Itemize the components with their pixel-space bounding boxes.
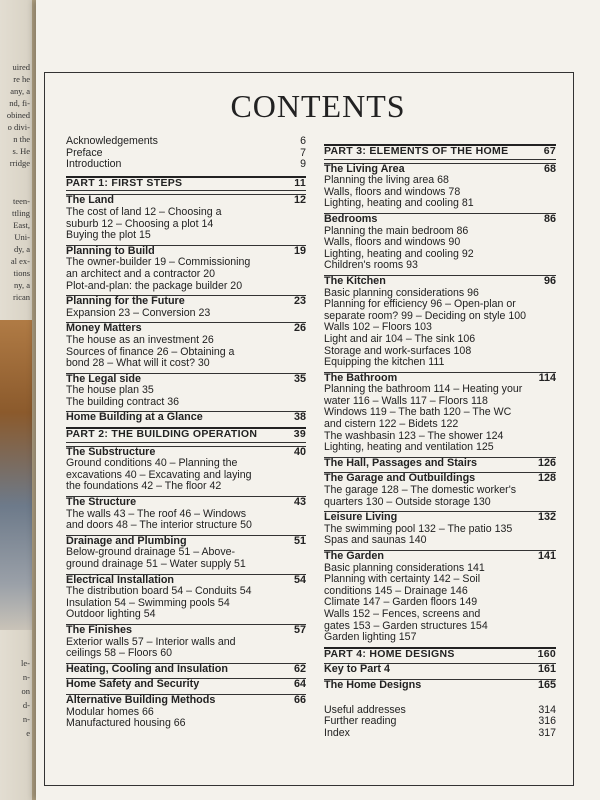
left-page-fragment: o divi-: [7, 122, 30, 132]
section-page: 86: [543, 212, 556, 225]
section-entry: [66, 446, 306, 496]
section-entry: [66, 322, 306, 372]
left-page-photo: [0, 320, 32, 630]
section-title-row: [66, 245, 306, 258]
section-title: Drainage and Plumbing: [66, 534, 187, 547]
section-subtopic: The swimming pool 132 – The patio 135: [324, 522, 513, 535]
section-title: Home Building at a Glance: [66, 411, 203, 424]
left-page-fragment: dy, a: [14, 244, 30, 254]
section-title-row: [324, 663, 556, 676]
section-entry: [66, 194, 306, 244]
section-subtopic: Planning with certainty 142 – Soil: [324, 573, 481, 586]
section-subtopic: Sources of finance 26 – Obtaining a: [66, 345, 235, 358]
section-title-row: [66, 496, 306, 509]
section-title-row: [324, 511, 556, 524]
section-subtopic: Garden lighting 157: [324, 631, 417, 644]
section-title: The Structure: [66, 496, 137, 509]
section-subtopic: Walls, floors and windows 90: [324, 236, 461, 249]
back-matter-item: [324, 716, 556, 728]
section-subtopic: Outdoor lighting 54: [66, 608, 156, 621]
section-title-row: [66, 411, 306, 424]
section-subtopic: The washbasin 123 – The shower 124: [324, 429, 504, 442]
left-page-fragment: ttling: [12, 208, 30, 218]
section-subtopic: The building contract 36: [66, 395, 180, 408]
section-subtopic: separate room? 99 – Deciding on style 100: [324, 309, 526, 322]
section-page: 38: [293, 411, 306, 424]
section-subtopic: Planning the living area 68: [324, 174, 449, 187]
section-page: 51: [293, 534, 306, 547]
left-page-fragment: nd, fi-: [9, 98, 30, 108]
section-entry: [324, 472, 556, 511]
back-matter-item-label: Index: [324, 726, 350, 739]
section-subtopic: Walls 152 – Fences, screens and: [324, 607, 481, 620]
page-title: CONTENTS: [230, 88, 406, 124]
section-page: 23: [293, 295, 306, 308]
section-subtopic: excavations 40 – Excavating and laying: [66, 468, 252, 481]
section-title: Money Matters: [66, 322, 142, 335]
front-matter-item: [66, 159, 306, 171]
back-matter-item-page: 316: [538, 715, 556, 728]
section-subtopic: Insulation 54 – Swimming pools 54: [66, 596, 230, 609]
section-entry: [66, 694, 306, 733]
section-page: 26: [293, 322, 306, 335]
section-title-row: [66, 574, 306, 587]
section-title: The Hall, Passages and Stairs: [324, 456, 478, 469]
section-title: Alternative Building Methods: [66, 693, 216, 706]
section-page: 57: [293, 623, 306, 636]
section-subtopic: The garage 128 – The domestic worker's: [324, 484, 517, 497]
back-matter-item-label: Useful addresses: [324, 703, 406, 716]
left-page-fragment: n the: [13, 134, 30, 144]
section-title: Bedrooms: [324, 212, 378, 225]
section-title: PART 1: FIRST STEPS: [66, 176, 183, 189]
section-title: The Finishes: [66, 623, 132, 636]
section-title-row: [66, 624, 306, 637]
section-subtopic: Planning the bathroom 114 – Heating your: [324, 383, 523, 396]
section-page: 161: [537, 663, 556, 676]
section-subtopic: Walls 102 – Floors 103: [324, 321, 432, 334]
section-entry: [324, 372, 556, 457]
left-page-fragment: East,: [13, 220, 30, 230]
section-title: The Garden: [324, 550, 384, 562]
section-subtopic: Below-ground drainage 51 – Above-: [66, 546, 236, 559]
section-subtopic: bond 28 – What will it cost? 30: [66, 357, 210, 370]
section-title: Planning for the Future: [66, 295, 185, 308]
left-page-fragment: le-: [21, 658, 30, 668]
section-subtopic: Spas and saunas 140: [324, 534, 427, 547]
contents-left-column: [66, 136, 306, 733]
left-page-fragment: d-: [22, 700, 30, 710]
section-subtopic: and doors 48 – The interior structure 50: [66, 519, 252, 532]
section-page: 54: [293, 573, 306, 586]
section-title: PART 3: ELEMENTS OF THE HOME: [324, 145, 509, 157]
section-subtopic: the foundations 42 – The floor 42: [66, 480, 222, 493]
section-subtopic: The walls 43 – The roof 46 – Windows: [66, 507, 246, 520]
section-title-row: [66, 194, 306, 207]
left-page-edge: [0, 0, 32, 800]
left-page-fragment: obined: [6, 110, 30, 120]
section-subtopic: Equipping the kitchen 111: [324, 356, 445, 369]
section-page: 66: [293, 693, 306, 706]
section-title: Heating, Cooling and Insulation: [66, 662, 228, 675]
section-entry: [324, 511, 556, 550]
section-entry: [66, 624, 306, 663]
left-page-fragment: tions: [13, 268, 30, 278]
spacer: [66, 730, 306, 733]
contents-page: [36, 0, 600, 800]
left-page-fragment: ny, a: [14, 280, 30, 290]
section-title: The Bathroom: [324, 371, 398, 384]
section-title: The Garage and Outbuildings: [324, 472, 476, 485]
section-title: PART 2: THE BUILDING OPERATION: [66, 428, 258, 441]
section-subtopic: Basic planning considerations 141: [324, 561, 485, 574]
section-page: 43: [293, 496, 306, 509]
section-subtopic: conditions 145 – Drainage 146: [324, 584, 468, 597]
section-entry: [66, 663, 306, 679]
section-subtopic: The owner-builder 19 – Commissioning: [66, 256, 251, 269]
section-subtopic: The house plan 35: [66, 384, 154, 397]
section-title-row: [324, 647, 556, 661]
section-entry: [66, 678, 306, 694]
section-title-row: [324, 550, 556, 563]
section-entry: [66, 295, 306, 322]
left-page-fragment: e: [26, 728, 30, 738]
section-title: Key to Part 4: [324, 663, 391, 676]
section-subtopic: The cost of land 12 – Choosing a: [66, 205, 222, 218]
section-title-row: [324, 275, 556, 288]
section-subtopic: Modular homes 66: [66, 705, 154, 718]
section-title: Electrical Installation: [66, 573, 175, 586]
section-title: Planning to Build: [66, 244, 155, 257]
section-subtopic: Windows 119 – The bath 120 – The WC: [324, 406, 512, 419]
section-subtopic: Exterior walls 57 – Interior walls and: [66, 635, 236, 648]
section-subtopic: The house as an investment 26: [66, 333, 214, 346]
section-entry: [324, 213, 556, 275]
section-subtopic: Lighting, heating and cooling 92: [324, 247, 474, 260]
section-subtopic: ground drainage 51 – Water supply 51: [66, 558, 246, 570]
contents-right-column: [324, 144, 556, 739]
section-subtopic: Basic planning considerations 96: [324, 286, 479, 299]
section-title-row: [66, 373, 306, 386]
section-subtopic: quarters 130 – Outside storage 130: [324, 495, 491, 508]
left-page-fragment: rridge: [9, 158, 30, 168]
front-matter-item-label: Acknowledgements: [66, 135, 158, 147]
section-page: 11: [294, 176, 306, 189]
section-title-row: [66, 694, 306, 707]
section-entry: [324, 550, 556, 647]
section-subtopic: Ground conditions 40 – Planning the: [66, 457, 238, 470]
section-subtopic: Lighting, heating and cooling 81: [324, 197, 474, 210]
section-title: The Legal side: [66, 372, 141, 385]
section-subtopic: Planning the main bedroom 86: [324, 224, 469, 237]
section-subtopic: Climate 147 – Garden floors 149: [324, 596, 478, 609]
section-page: 141: [537, 550, 556, 562]
left-page-fragment: al ex-: [10, 256, 30, 266]
section-subtopic: Storage and work-surfaces 108: [324, 344, 472, 357]
back-matter-item-label: Further reading: [324, 715, 397, 728]
part-heading: [324, 144, 556, 163]
section-subtopic: ceilings 58 – Floors 60: [66, 647, 172, 660]
section-title-row: [324, 163, 556, 176]
back-matter-item-page: 317: [538, 726, 556, 739]
back-matter-item: [324, 728, 556, 740]
left-page-fragment: uired: [12, 62, 30, 72]
section-entry: [66, 535, 306, 574]
part-heading: [324, 647, 556, 664]
left-page-fragment: Uni-: [14, 232, 30, 242]
section-entry: [66, 373, 306, 412]
section-title-row: [324, 213, 556, 226]
section-entry: [66, 245, 306, 295]
section-entry: [324, 163, 556, 213]
section-subtopic: Plot-and-plan: the package builder 20: [66, 279, 243, 292]
section-subtopic: water 116 – Walls 117 – Floors 118: [324, 394, 488, 407]
section-title-row: [66, 295, 306, 308]
left-page-fragment: n-: [22, 672, 30, 682]
section-title-row: [324, 472, 556, 485]
section-subtopic: suburb 12 – Choosing a plot 14: [66, 217, 214, 230]
section-subtopic: an architect and a contractor 20: [66, 267, 215, 280]
left-page-fragment: s. He: [12, 146, 30, 156]
part-heading: [66, 427, 306, 446]
left-page-fragment: teen-: [13, 196, 30, 206]
left-page-fragment: on: [21, 686, 30, 696]
section-title-row: [324, 372, 556, 385]
section-page: 62: [293, 662, 306, 675]
section-title: Leisure Living: [324, 511, 398, 524]
front-matter-item-page: 7: [300, 146, 306, 159]
section-entry: [66, 411, 306, 427]
section-subtopic: Buying the plot 15: [66, 229, 151, 242]
section-page: 128: [537, 472, 556, 485]
section-subtopic: and cistern 122 – Bidets 122: [324, 418, 459, 431]
front-matter-item-page: 6: [300, 135, 306, 147]
section-subtopic: Walls, floors and windows 78: [324, 185, 461, 198]
section-title-row: [66, 446, 306, 459]
left-page-fragment: re he: [13, 74, 30, 84]
section-page: 40: [293, 445, 306, 458]
front-matter-item: [66, 136, 306, 148]
section-page: 165: [537, 678, 556, 691]
section-title-row: [66, 322, 306, 335]
section-page: 68: [543, 162, 556, 175]
part-heading: [66, 176, 306, 195]
section-subtopic: Lighting, heating and ventilation 125: [324, 441, 494, 454]
section-title-row: [66, 427, 306, 441]
section-title: The Kitchen: [324, 274, 386, 287]
section-title-row: [66, 535, 306, 548]
section-entry: [66, 574, 306, 624]
section-title-row: [324, 679, 556, 692]
section-title-row: [324, 144, 556, 158]
section-page: 160: [537, 647, 556, 660]
section-subtopic: The distribution board 54 – Conduits 54: [66, 585, 252, 598]
section-title-row: [324, 457, 556, 470]
section-page: 67: [543, 145, 556, 157]
section-page: 132: [537, 511, 556, 524]
section-page: 126: [537, 456, 556, 469]
section-title: The Home Designs: [324, 678, 422, 691]
section-page: 12: [293, 194, 306, 207]
section-title-row: [66, 176, 306, 190]
section-title: The Living Area: [324, 162, 405, 175]
section-entry: [324, 679, 556, 695]
section-entry: [324, 457, 556, 473]
front-matter-item-label: Introduction: [66, 158, 122, 171]
left-page-fragment: n-: [22, 714, 30, 724]
section-page: 64: [293, 678, 306, 691]
section-page: 39: [293, 428, 306, 441]
section-subtopic: Light and air 104 – The sink 106: [324, 332, 476, 345]
section-title-row: [66, 663, 306, 676]
section-title: The Land: [66, 194, 114, 207]
section-page: 35: [293, 372, 306, 385]
section-title-row: [66, 678, 306, 691]
section-entry: [324, 663, 556, 679]
section-title: PART 4: HOME DESIGNS: [324, 647, 455, 660]
left-page-fragment: any, a: [10, 86, 30, 96]
section-page: 19: [293, 244, 306, 257]
section-entry: [66, 496, 306, 535]
section-page: 96: [543, 274, 556, 287]
front-matter-item-label: Preface: [66, 146, 103, 159]
section-title: The Substructure: [66, 445, 156, 458]
section-title: Home Safety and Security: [66, 678, 200, 691]
front-matter-item-page: 9: [300, 158, 306, 171]
section-subtopic: Children's rooms 93: [324, 259, 418, 272]
left-page-fragment: rican: [13, 292, 30, 302]
section-subtopic: gates 153 – Garden structures 154: [324, 619, 488, 632]
section-subtopic: Manufactured housing 66: [66, 717, 186, 730]
section-entry: [324, 275, 556, 372]
section-page: 114: [538, 371, 556, 384]
section-subtopic: Expansion 23 – Conversion 23: [66, 306, 211, 319]
back-matter-item-page: 314: [538, 703, 556, 716]
section-subtopic: Planning for efficiency 96 – Open-plan or: [324, 298, 516, 311]
